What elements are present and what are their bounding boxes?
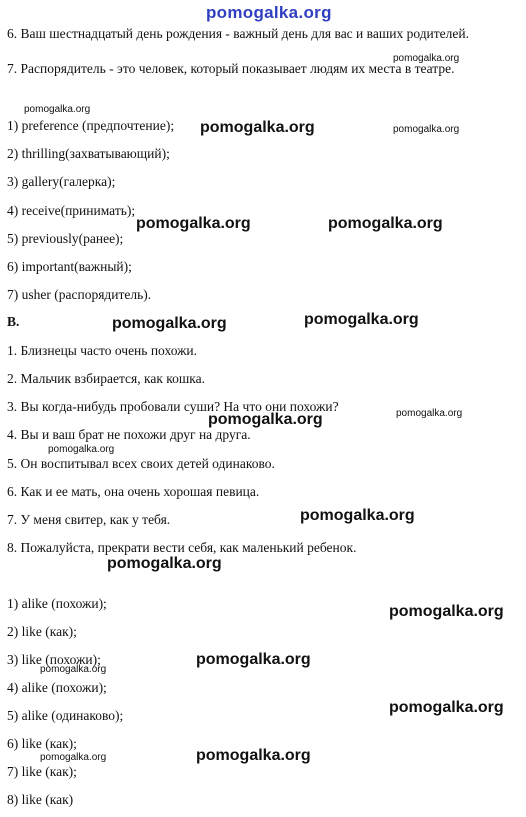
watermark: pomogalka.org xyxy=(48,444,115,455)
watermark: pomogalka.org xyxy=(393,124,460,135)
answer-b8: 8) like (как) xyxy=(7,792,74,807)
answer-b3: 3) like (похожи); xyxy=(7,652,101,667)
watermark: pomogalka.org xyxy=(200,119,315,136)
watermark: pomogalka.org xyxy=(389,699,504,716)
answer-b2: 2) like (как); xyxy=(7,624,77,639)
answer-a4: 4) receive(принимать); xyxy=(7,203,136,218)
watermark: pomogalka.org xyxy=(107,555,222,572)
sentence-b2: 2. Мальчик взбирается, как кошка. xyxy=(7,371,205,386)
sentence-b3: 3. Вы когда-нибудь пробовали суши? На что они похожи? xyxy=(7,399,339,414)
watermark: pomogalka.org xyxy=(396,408,463,419)
watermark: pomogalka.org xyxy=(304,311,419,328)
watermark: pomogalka.org xyxy=(300,507,415,524)
answer-b4: 4) alike (похожи); xyxy=(7,680,107,695)
watermark: pomogalka.org xyxy=(389,603,504,620)
sentence-b7: 7. У меня свитер, как у тебя. xyxy=(7,512,171,527)
watermark: pomogalka.org xyxy=(196,651,311,668)
answer-b7: 7) like (как); xyxy=(7,764,77,779)
watermark: pomogalka.org xyxy=(328,215,443,232)
answer-b1: 1) alike (похожи); xyxy=(7,596,107,611)
header-watermark: pomogalka.org xyxy=(206,3,332,22)
sentence-b4: 4. Вы и ваш брат не похожи друг на друга. xyxy=(7,427,251,442)
answer-a2: 2) thrilling(захватывающий); xyxy=(7,146,170,161)
answer-b5: 5) alike (одинаково); xyxy=(7,708,124,723)
sentence-a6: 6. Ваш шестнадцатый день рождения - важный день для вас и ваших родителей. xyxy=(7,26,470,41)
sentence-b1: 1. Близнецы часто очень похожи. xyxy=(7,343,198,358)
answer-a3: 3) gallery(галерка); xyxy=(7,174,116,189)
answer-a1: 1) preference (предпочтение); xyxy=(7,118,175,133)
answer-a6: 6) important(важный); xyxy=(7,259,132,274)
sentence-b5: 5. Он воспитывал всех своих детей одинаково. xyxy=(7,456,275,471)
answer-a5: 5) previously(ранее); xyxy=(7,231,124,246)
watermark: pomogalka.org xyxy=(196,747,311,764)
answer-b6: 6) like (как); xyxy=(7,736,77,751)
sentence-b8: 8. Пожалуйста, прекрати вести себя, как маленький ребенок. xyxy=(7,540,357,555)
watermark: pomogalka.org xyxy=(40,664,107,675)
watermark: pomogalka.org xyxy=(208,411,323,428)
watermark: pomogalka.org xyxy=(393,53,460,64)
watermark: pomogalka.org xyxy=(40,752,107,763)
watermark: pomogalka.org xyxy=(136,215,251,232)
section-b-heading: B. xyxy=(7,314,20,329)
answer-a7: 7) usher (распорядитель). xyxy=(7,287,152,302)
watermark: pomogalka.org xyxy=(112,315,227,332)
sentence-a7: 7. Распорядитель - это человек, который показывает людям их места в театре. xyxy=(7,61,455,76)
sentence-b6: 6. Как и ее мать, она очень хорошая певица. xyxy=(7,484,260,499)
watermark: pomogalka.org xyxy=(24,104,91,115)
